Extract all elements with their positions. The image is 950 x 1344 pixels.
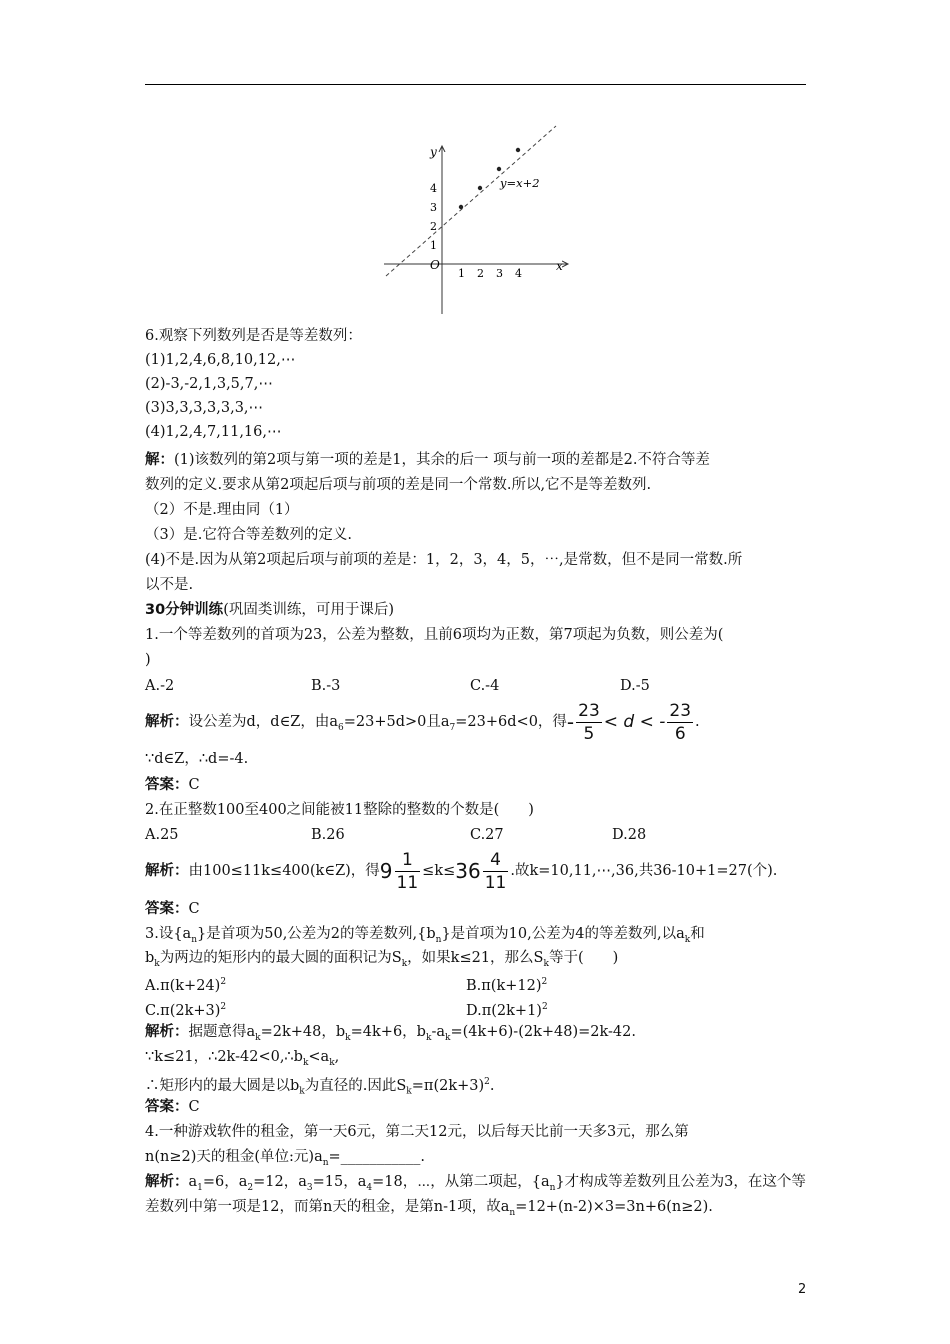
q2-stem: 2.在正整数100至400之间能被11整除的整数的个数是( ): [145, 802, 534, 818]
q1-option-c: C.-4: [470, 678, 500, 694]
q3-option-a: $A.\pi(k+24)^2$: [145, 977, 227, 994]
q1-answer: 答案：C: [145, 777, 200, 793]
q3-stem-2: $b_k$为两边的矩形内的最大圆的面积记为$S_k$，如果k≤21，那么$S_k$等于( ): [145, 950, 619, 969]
q4-stem-2: n(n≥2)天的租金(单位:元)$a_n=\_\_\_\_\_\_\_\_\_\_\_$.: [145, 1149, 426, 1168]
q1-option-d: D.-5: [620, 678, 650, 694]
q6-solution-5: (4)不是.因为从第2项起后项与前项的差是：1，2，3，4，5，⋯,是常数，但不是同一常数.所: [145, 552, 743, 568]
q6-item-3: (3)3,3,3,3,3,3,⋯: [145, 400, 264, 416]
q6-solution-6: 以不是.: [145, 577, 194, 593]
q6-item-1: (1)1,2,4,6,8,10,12,⋯: [145, 352, 296, 368]
section-header: 30分钟训练(巩固类训练，可用于课后): [145, 602, 395, 618]
q6-item-4: (4)1,2,4,7,11,16,⋯: [145, 424, 282, 440]
q1-analysis: 解析：设公差为d，d∈Z，由$a_6=23+5d>0$且$a_7=23+6d<0$，得- $\frac{23}{5}$ < d < - $\frac{23}{6}$ .: [145, 700, 700, 744]
graph-point: [478, 186, 482, 190]
graph-point: [459, 205, 463, 209]
q1-stem-1: 1.一个等差数列的首项为23，公差为整数，且前6项均为正数，第7项起为负数，则公差为(: [145, 627, 724, 643]
q1-analysis-2: ∵d∈Z，∴d=-4.: [145, 751, 249, 767]
q3-option-d: $D.\pi(2k+1)^2$: [466, 1002, 548, 1019]
y-tick-label: 4: [430, 182, 437, 195]
q1-stem-2: ): [145, 652, 151, 668]
x-tick-label: 2: [477, 267, 484, 280]
y-axis-label: y: [430, 145, 437, 159]
line-y-eq-x-plus-2: [386, 126, 556, 276]
line-label: y=x+2: [500, 176, 540, 190]
origin-label: O: [430, 258, 440, 272]
q2-option-a: A.25: [145, 827, 179, 843]
q6-solution-1: 解：(1)该数列的第2项与第一项的差是1，其余的后一 项与前一项的差都是2.不符合等差: [145, 452, 710, 468]
x-tick-label: 3: [496, 267, 503, 280]
x-tick-label: 4: [515, 267, 522, 280]
q3-analysis-3: ∴矩形内的最大圆是以$b_k$为直径的.因此$S_k=\pi(2k+3)^2$.: [145, 1077, 495, 1097]
q3-option-b: $B.\pi(k+12)^2$: [466, 977, 548, 994]
q6-solution-2: 数列的定义.要求从第2项起后项与前项的差是同一个常数.所以,它不是等差数列.: [145, 477, 652, 493]
linear-graph: [380, 120, 580, 320]
graph-point: [497, 167, 501, 171]
x-tick-label: 1: [458, 267, 465, 280]
y-tick-label: 1: [430, 239, 437, 252]
q3-analysis-2: ∵k≤21，$\therefore 2k-42<0,\therefore b_k<a_k$,: [145, 1049, 340, 1068]
header-rule: [145, 84, 806, 85]
q2-option-d: D.28: [612, 827, 647, 843]
page-number: 2: [798, 1282, 807, 1297]
graph-point: [516, 148, 520, 152]
q2-option-b: B.26: [311, 827, 345, 843]
q3-stem-1: 3.设$\{a_n\}$是首项为50,公差为2的等差数列$,\{b_n\}$是首项为10,公差为4的等差数列,以$a_k$和: [145, 926, 705, 945]
q4-analysis-1: 解析：$a_1=6$，$a_2=12$，$a_3=15$，$a_4=18$，⋯，从第二项起，$\{a_n\}$才构成等差数列且公差为3，在这个等: [145, 1174, 806, 1193]
fraction-4-11: $\frac{4}{11}$: [484, 849, 507, 893]
q2-option-c: C.27: [470, 827, 504, 843]
q2-answer: 答案：C: [145, 901, 200, 917]
q4-stem-1: 4.一种游戏软件的租金，第一天6元，第二天12元，以后每天比前一天多3元，那么第: [145, 1124, 689, 1140]
fraction-23-5: $\frac{23}{5}$: [578, 700, 600, 744]
x-axis-label: x: [556, 259, 563, 273]
q6-solution-4: （3）是.它符合等差数列的定义.: [145, 527, 352, 543]
q1-option-a: A.-2: [145, 678, 175, 694]
q1-option-b: B.-3: [311, 678, 341, 694]
q3-answer: 答案：C: [145, 1099, 200, 1115]
q4-analysis-2: 差数列中第一项是12，而第n天的租金，是第n-1项，故$a_n=12+(n-2)\times 3=3n+6(n\ge 2)$.: [145, 1199, 713, 1218]
q6-solution-3: （2）不是.理由同（1）: [145, 502, 299, 518]
q6-item-2: (2)-3,-2,1,3,5,7,⋯: [145, 376, 273, 392]
y-tick-label: 3: [430, 201, 437, 214]
q6-title: 6.观察下列数列是否是等差数列：: [145, 328, 362, 344]
fraction-23-6: $\frac{23}{6}$: [669, 700, 692, 744]
q3-analysis-1: 解析：据题意得$a_k=2k+48$，$b_k=4k+6$，$b_k-a_k=(4k+6)-(2k+48)=2k-42$.: [145, 1024, 636, 1043]
q2-analysis: 解析：由100≤11k≤400(k∈Z)，得9 $\frac{1}{11}$ ≤k≤36 $\frac{4}{11}$ .故k=10,11,⋯,36,共36-10+1=27(个).: [145, 849, 778, 893]
fraction-1-11: $\frac{1}{11}$: [396, 849, 419, 893]
q3-option-c: $C.\pi(2k+3)^2$: [145, 1002, 227, 1019]
y-tick-label: 2: [430, 220, 437, 233]
